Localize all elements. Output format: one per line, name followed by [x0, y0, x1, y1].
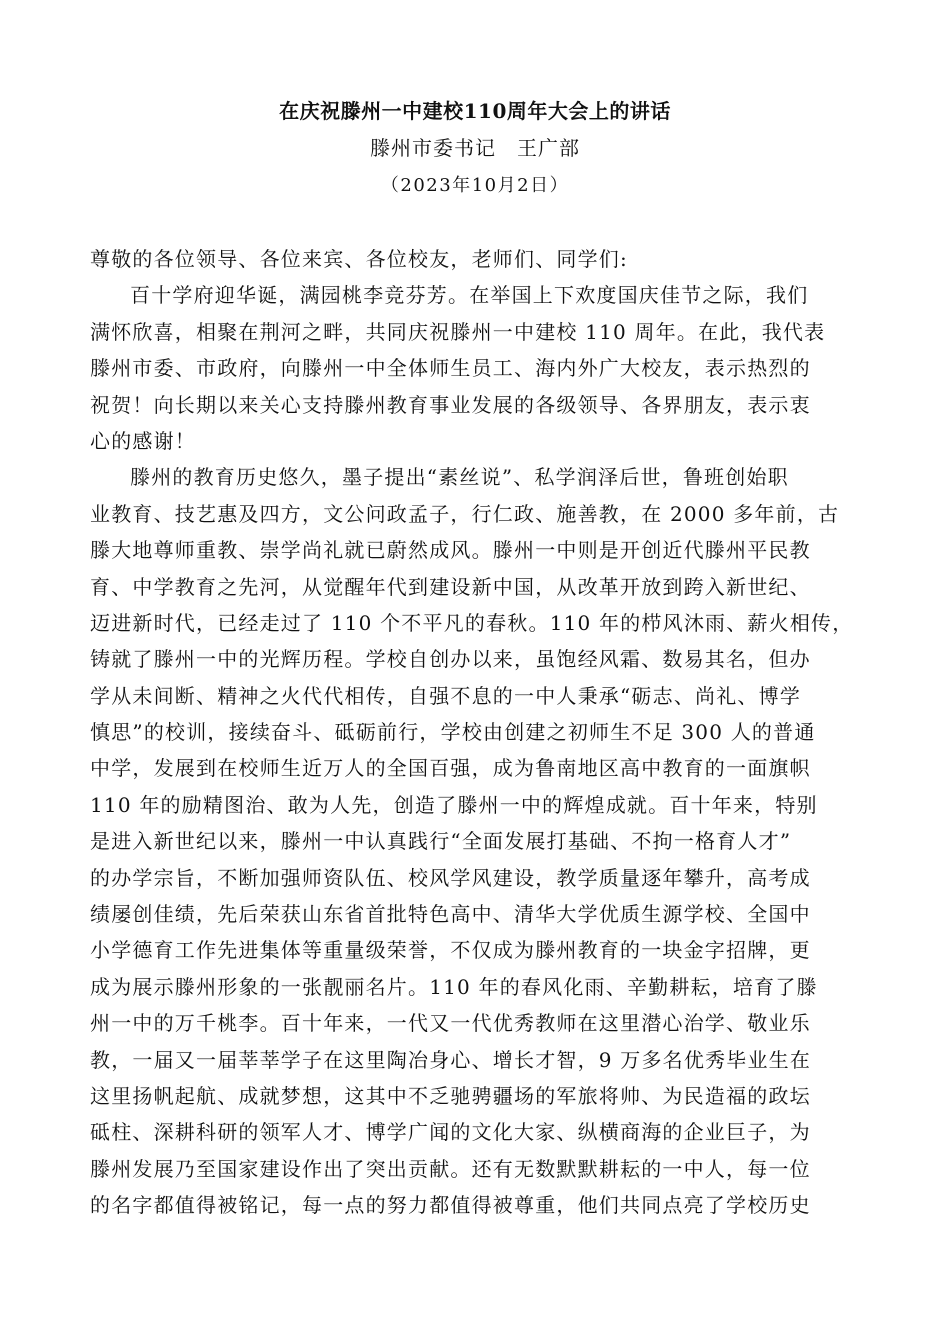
body-line: 绩屡创佳绩，先后荣获山东省首批特色高中、清华大学优质生源学校、全国中	[90, 902, 811, 927]
speech-title: 在庆祝滕州一中建校110周年大会上的讲话	[279, 99, 671, 123]
body-line: 是进入新世纪以来，滕州一中认真践行“全面发展打基础、不拘一格育人才”	[90, 829, 792, 854]
body-line: 的办学宗旨，不断加强师资队伍、校风学风建设，教学质量逐年攀升，高考成	[90, 865, 811, 890]
body-line: 育、中学教育之先河，从觉醒年代到建设新中国，从改革开放到跨入新世纪、	[90, 574, 811, 599]
speech-date: （2023年10月2日）	[380, 175, 570, 196]
body-line: 心的感谢！	[90, 428, 196, 453]
body-line: 州一中的万千桃李。百十年来，一代又一代优秀教师在这里潜心治学、敬业乐	[90, 1011, 811, 1036]
body-line: 滕州发展乃至国家建设作出了突出贡献。还有无数默默耕耘的一中人，每一位	[90, 1156, 811, 1181]
body-line: 滕州的教育历史悠久，墨子提出“素丝说”、私学润泽后世，鲁班创始职	[130, 465, 789, 490]
body-line: 铸就了滕州一中的光辉历程。学校自创办以来，虽饱经风霜、数易其名，但办	[90, 647, 811, 672]
body-line: 学从未间断、精神之火代代相传，自强不息的一中人秉承“砺志、尚礼、博学	[90, 683, 802, 708]
body-line: 中学，发展到在校师生近万人的全国百强，成为鲁南地区高中教育的一面旗帜	[90, 756, 811, 781]
body-line: 的名字都值得被铭记，每一点的努力都值得被尊重，他们共同点亮了学校历史	[90, 1193, 811, 1218]
body-line: 业教育、技艺惠及四方，文公问政孟子，行仁政、施善教，在 2000 多年前，古	[90, 501, 840, 526]
speech-author: 滕州市委书记 王广部	[370, 136, 580, 160]
body-line: 满怀欣喜，相聚在荆河之畔，共同庆祝滕州一中建校 110 周年。在此，我代表	[90, 319, 826, 344]
body-line: 教，一届又一届莘莘学子在这里陶冶身心、增长才智，9 万多名优秀毕业生在	[90, 1047, 812, 1072]
body-line: 滕州市委、市政府，向滕州一中全体师生员工、海内外广大校友，表示热烈的	[90, 356, 811, 381]
body-line: 百十学府迎华诞，满园桃李竞芬芳。在举国上下欢度国庆佳节之际，我们	[130, 283, 809, 308]
body-line: 砥柱、深耕科研的领军人才、博学广闻的文化大家、纵横商海的企业巨子，为	[90, 1120, 811, 1145]
body-line: 迈进新时代，已经走过了 110 个不平凡的春秋。110 年的栉风沐雨、薪火相传，	[90, 610, 854, 635]
speech-body	[90, 241, 865, 1224]
body-line: 成为展示滕州形象的一张靓丽名片。110 年的春风化雨、辛勤耕耘，培育了滕	[90, 974, 818, 999]
body-line: 小学德育工作先进集体等重量级荣誉，不仅成为滕州教育的一块金字招牌，更	[90, 938, 811, 963]
salutation-line: 尊敬的各位领导、各位来宾、各位校友，老师们、同学们:	[90, 247, 628, 271]
body-line: 滕大地尊师重教、崇学尚礼就已蔚然成风。滕州一中则是开创近代滕州平民教	[90, 538, 811, 563]
body-line: 110 年的励精图治、敢为人先，创造了滕州一中的辉煌成就。百十年来，特别	[90, 792, 818, 817]
body-line: 慎思”的校训，接续奋斗、砥砺前行，学校由创建之初师生不足 300 人的普通	[90, 720, 816, 745]
body-line: 祝贺！向长期以来关心支持滕州教育事业发展的各级领导、各界朋友，表示衷	[90, 392, 811, 417]
body-line: 这里扬帆起航、成就梦想，这其中不乏驰骋疆场的军旅将帅、为民造福的政坛	[90, 1083, 811, 1108]
